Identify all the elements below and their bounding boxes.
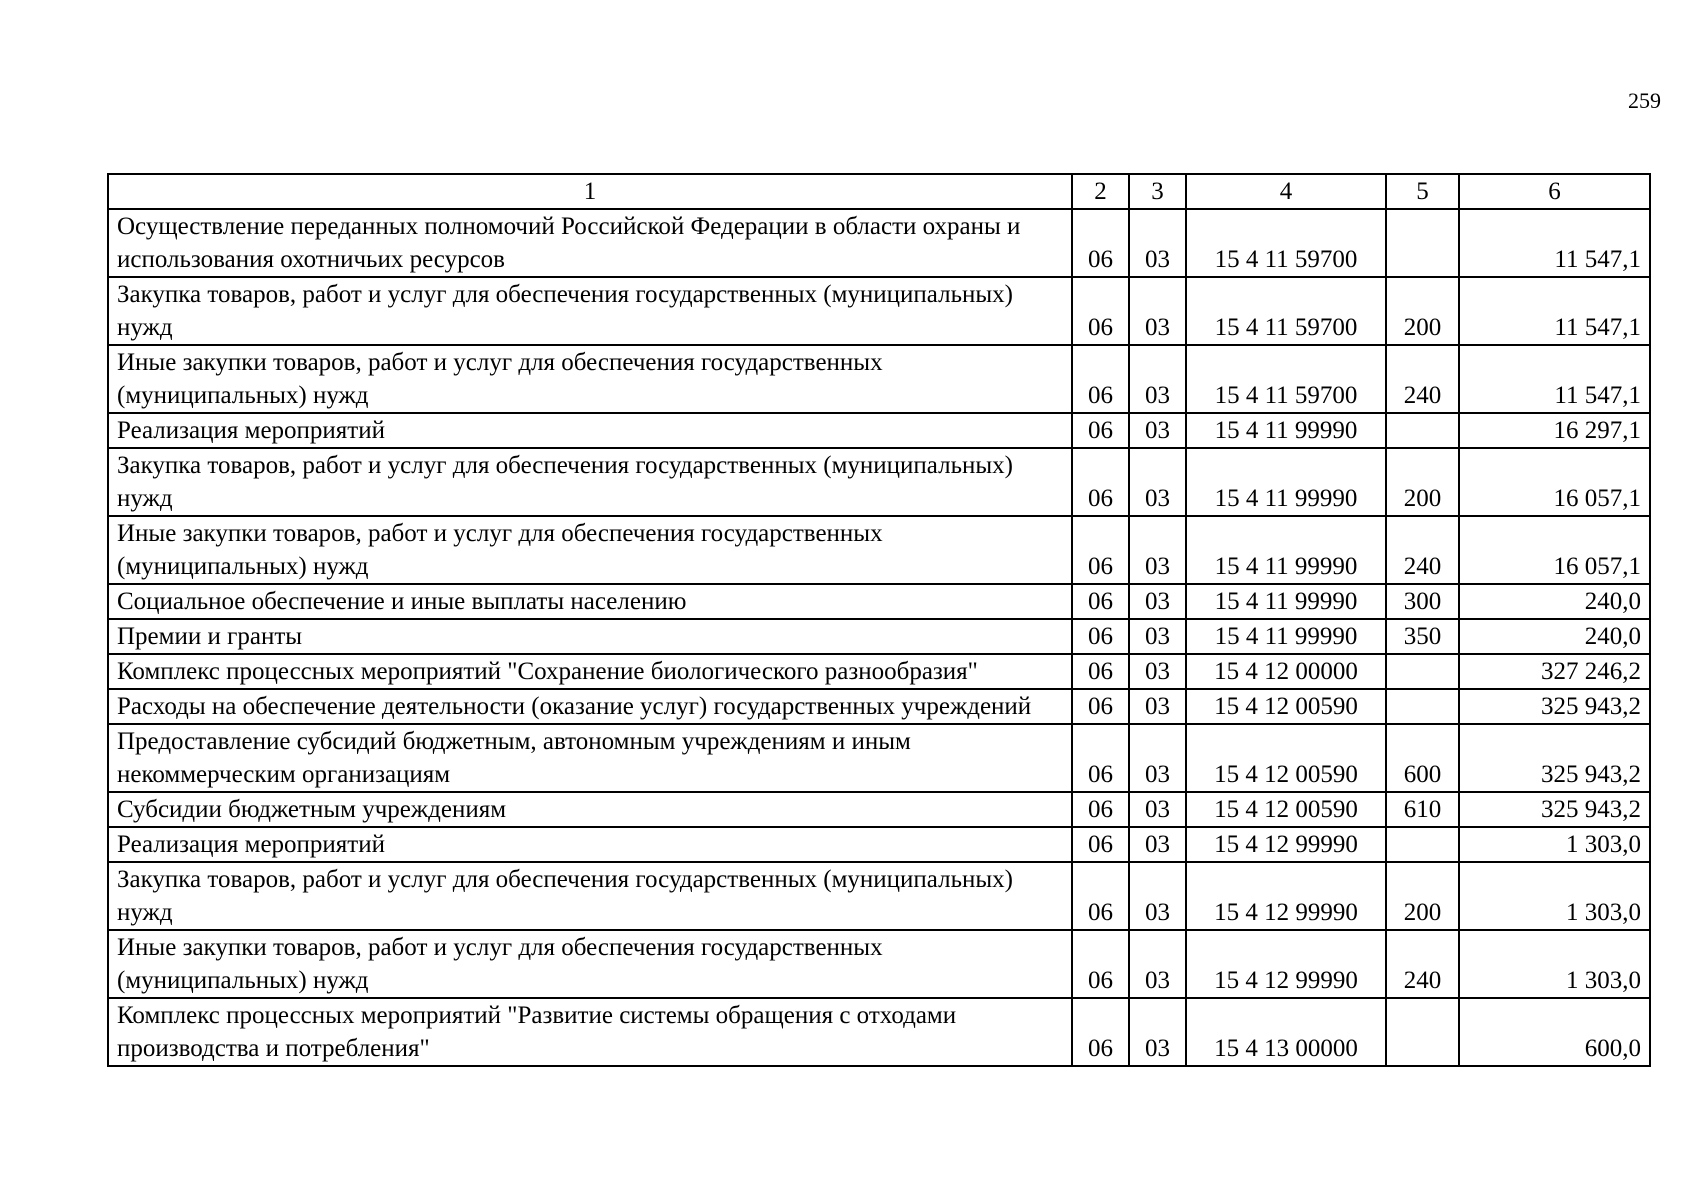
table-row xyxy=(108,689,1650,724)
row-name-cell: Предоставление субсидий бюджетным, автономным учреждениям и иным некоммерческим организациям xyxy=(108,724,1072,792)
row-subsection-cell: 03 xyxy=(1129,689,1186,724)
row-name-cell: Социальное обеспечение и иные выплаты населению xyxy=(108,584,1072,619)
row-expense-type-cell: 600 xyxy=(1386,724,1459,792)
row-expense-type-cell xyxy=(1386,654,1459,689)
row-name-cell: Субсидии бюджетным учреждениям xyxy=(108,792,1072,827)
row-amount-cell: 1 303,0 xyxy=(1459,930,1650,998)
row-expense-type-cell: 610 xyxy=(1386,792,1459,827)
page-number: 259 xyxy=(1628,88,1661,113)
table-row xyxy=(108,862,1650,930)
row-section-cell: 06 xyxy=(1072,792,1129,827)
row-name-cell: Премии и гранты xyxy=(108,619,1072,654)
row-name-cell: Закупка товаров, работ и услуг для обеспечения государственных (муниципальных) нужд xyxy=(108,277,1072,345)
row-name-cell: Комплекс процессных мероприятий "Сохранение биологического разнообразия" xyxy=(108,654,1072,689)
row-amount-cell: 327 246,2 xyxy=(1459,654,1650,689)
row-target-article-cell: 15 4 12 00590 xyxy=(1186,792,1386,827)
row-target-article-cell: 15 4 12 00590 xyxy=(1186,724,1386,792)
row-name-cell: Реализация мероприятий xyxy=(108,413,1072,448)
row-amount-cell: 325 943,2 xyxy=(1459,689,1650,724)
row-amount-cell: 240,0 xyxy=(1459,619,1650,654)
table-row xyxy=(108,619,1650,654)
row-section-cell: 06 xyxy=(1072,862,1129,930)
row-subsection-cell: 03 xyxy=(1129,862,1186,930)
table-row xyxy=(108,448,1650,516)
row-amount-cell: 325 943,2 xyxy=(1459,792,1650,827)
row-name-cell: Иные закупки товаров, работ и услуг для обеспечения государственных (муниципальных) нужд xyxy=(108,930,1072,998)
row-section-cell: 06 xyxy=(1072,827,1129,862)
table-row xyxy=(108,413,1650,448)
row-subsection-cell: 03 xyxy=(1129,930,1186,998)
row-target-article-cell: 15 4 12 99990 xyxy=(1186,930,1386,998)
row-section-cell: 06 xyxy=(1072,724,1129,792)
row-target-article-cell: 15 4 11 99990 xyxy=(1186,413,1386,448)
row-section-cell: 06 xyxy=(1072,345,1129,413)
row-section-cell: 06 xyxy=(1072,277,1129,345)
row-subsection-cell: 03 xyxy=(1129,448,1186,516)
table-body xyxy=(108,174,1650,1066)
row-expense-type-cell: 200 xyxy=(1386,862,1459,930)
row-target-article-cell: 15 4 13 00000 xyxy=(1186,998,1386,1066)
row-amount-cell: 325 943,2 xyxy=(1459,724,1650,792)
table-row xyxy=(108,654,1650,689)
row-name-cell: Закупка товаров, работ и услуг для обеспечения государственных (муниципальных) нужд xyxy=(108,862,1072,930)
row-section-cell: 06 xyxy=(1072,619,1129,654)
table-row xyxy=(108,209,1650,277)
row-subsection-cell: 03 xyxy=(1129,516,1186,584)
row-amount-cell: 11 547,1 xyxy=(1459,209,1650,277)
row-section-cell: 06 xyxy=(1072,584,1129,619)
row-amount-cell: 600,0 xyxy=(1459,998,1650,1066)
header-cell-2: 2 xyxy=(1072,174,1129,209)
table-row xyxy=(108,584,1650,619)
row-subsection-cell: 03 xyxy=(1129,345,1186,413)
header-cell-4: 4 xyxy=(1186,174,1386,209)
header-cell-5: 5 xyxy=(1386,174,1459,209)
row-subsection-cell: 03 xyxy=(1129,209,1186,277)
row-target-article-cell: 15 4 12 99990 xyxy=(1186,862,1386,930)
row-expense-type-cell: 240 xyxy=(1386,516,1459,584)
row-name-cell: Иные закупки товаров, работ и услуг для обеспечения государственных (муниципальных) нужд xyxy=(108,516,1072,584)
budget-table xyxy=(107,173,1651,1067)
table-row xyxy=(108,998,1650,1066)
row-subsection-cell: 03 xyxy=(1129,827,1186,862)
row-expense-type-cell xyxy=(1386,827,1459,862)
row-amount-cell: 16 297,1 xyxy=(1459,413,1650,448)
row-name-cell: Комплекс процессных мероприятий "Развитие системы обращения с отходами производства и потребления" xyxy=(108,998,1072,1066)
row-section-cell: 06 xyxy=(1072,448,1129,516)
row-expense-type-cell xyxy=(1386,998,1459,1066)
row-target-article-cell: 15 4 11 99990 xyxy=(1186,584,1386,619)
row-target-article-cell: 15 4 12 99990 xyxy=(1186,827,1386,862)
row-section-cell: 06 xyxy=(1072,209,1129,277)
row-section-cell: 06 xyxy=(1072,689,1129,724)
row-amount-cell: 1 303,0 xyxy=(1459,827,1650,862)
row-amount-cell: 16 057,1 xyxy=(1459,516,1650,584)
row-amount-cell: 240,0 xyxy=(1459,584,1650,619)
table-row xyxy=(108,724,1650,792)
row-section-cell: 06 xyxy=(1072,998,1129,1066)
row-name-cell: Закупка товаров, работ и услуг для обеспечения государственных (муниципальных) нужд xyxy=(108,448,1072,516)
row-subsection-cell: 03 xyxy=(1129,619,1186,654)
row-section-cell: 06 xyxy=(1072,413,1129,448)
row-subsection-cell: 03 xyxy=(1129,413,1186,448)
row-subsection-cell: 03 xyxy=(1129,998,1186,1066)
row-expense-type-cell xyxy=(1386,689,1459,724)
row-target-article-cell: 15 4 11 59700 xyxy=(1186,209,1386,277)
row-name-cell: Реализация мероприятий xyxy=(108,827,1072,862)
row-target-article-cell: 15 4 11 59700 xyxy=(1186,345,1386,413)
row-expense-type-cell xyxy=(1386,413,1459,448)
row-section-cell: 06 xyxy=(1072,654,1129,689)
row-subsection-cell: 03 xyxy=(1129,654,1186,689)
header-cell-1: 1 xyxy=(108,174,1072,209)
table-row xyxy=(108,345,1650,413)
row-section-cell: 06 xyxy=(1072,516,1129,584)
row-expense-type-cell: 300 xyxy=(1386,584,1459,619)
row-amount-cell: 16 057,1 xyxy=(1459,448,1650,516)
table-row xyxy=(108,930,1650,998)
row-target-article-cell: 15 4 11 99990 xyxy=(1186,448,1386,516)
header-cell-3: 3 xyxy=(1129,174,1186,209)
table-row xyxy=(108,792,1650,827)
row-target-article-cell: 15 4 12 00000 xyxy=(1186,654,1386,689)
table-header-row xyxy=(108,174,1650,209)
row-name-cell: Расходы на обеспечение деятельности (оказание услуг) государственных учреждений xyxy=(108,689,1072,724)
row-name-cell: Иные закупки товаров, работ и услуг для обеспечения государственных (муниципальных) нужд xyxy=(108,345,1072,413)
header-cell-6: 6 xyxy=(1459,174,1650,209)
table-row xyxy=(108,827,1650,862)
row-expense-type-cell xyxy=(1386,209,1459,277)
row-amount-cell: 1 303,0 xyxy=(1459,862,1650,930)
table-row xyxy=(108,516,1650,584)
row-target-article-cell: 15 4 11 99990 xyxy=(1186,516,1386,584)
table-row xyxy=(108,277,1650,345)
row-expense-type-cell: 240 xyxy=(1386,345,1459,413)
row-target-article-cell: 15 4 12 00590 xyxy=(1186,689,1386,724)
row-subsection-cell: 03 xyxy=(1129,724,1186,792)
row-subsection-cell: 03 xyxy=(1129,277,1186,345)
row-name-cell: Осуществление переданных полномочий Российской Федерации в области охраны и использования охотничьих ресурсов xyxy=(108,209,1072,277)
row-target-article-cell: 15 4 11 59700 xyxy=(1186,277,1386,345)
row-subsection-cell: 03 xyxy=(1129,792,1186,827)
row-expense-type-cell: 200 xyxy=(1386,448,1459,516)
row-subsection-cell: 03 xyxy=(1129,584,1186,619)
row-expense-type-cell: 200 xyxy=(1386,277,1459,345)
row-amount-cell: 11 547,1 xyxy=(1459,345,1650,413)
row-amount-cell: 11 547,1 xyxy=(1459,277,1650,345)
row-expense-type-cell: 240 xyxy=(1386,930,1459,998)
row-expense-type-cell: 350 xyxy=(1386,619,1459,654)
row-target-article-cell: 15 4 11 99990 xyxy=(1186,619,1386,654)
row-section-cell: 06 xyxy=(1072,930,1129,998)
